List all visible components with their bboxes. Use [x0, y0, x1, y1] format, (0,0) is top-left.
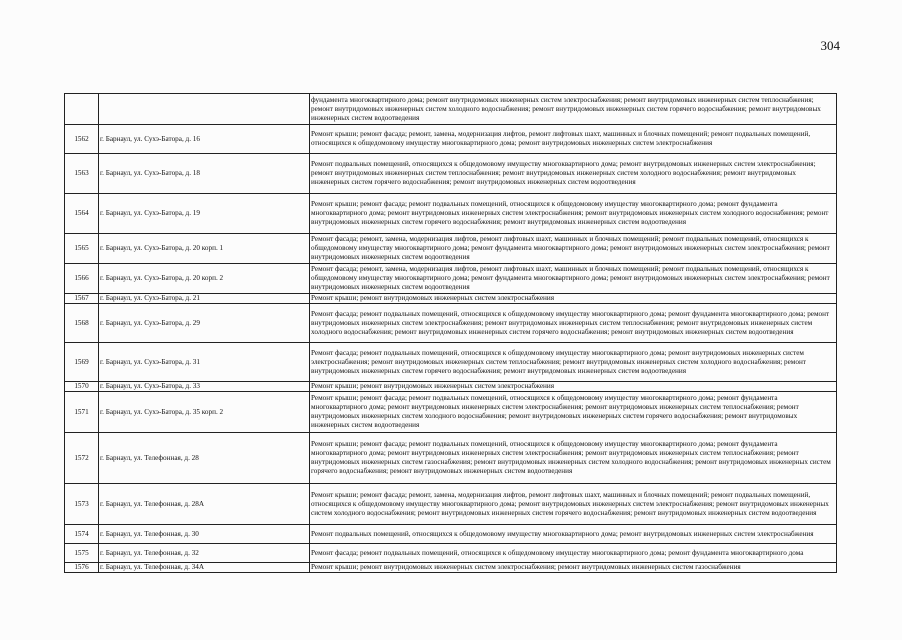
table-row	[65, 563, 837, 573]
row-number: 1570	[65, 382, 99, 392]
row-number: 1571	[65, 392, 99, 433]
row-number: 1567	[65, 294, 99, 304]
table-row	[65, 343, 837, 382]
row-number: 1576	[65, 563, 99, 573]
address-cell: г. Барнаул, ул. Сухэ-Батора, д. 20 корп. 2	[99, 264, 310, 294]
row-number: 1572	[65, 433, 99, 484]
table-row	[65, 525, 837, 544]
works-cell: Ремонт крыши; ремонт фасада; ремонт, замена, модернизация лифтов, ремонт лифтовых шахт, машинных и блочных помещений; ремонт подвальных помещений, относящихся к общедомовому имуществу многоквартирного дома; ремонт внутридомовых инженерных систем электроснабжения; ремонт внутридомовых инженерных систем холодного водоснабжения; ремонт внутридомовых инженерных систем горячего водоснабжения; ремонт внутридомовых инженерных систем водоотведения	[310, 484, 837, 525]
table-row	[65, 304, 837, 343]
works-cell: Ремонт крыши; ремонт фасада; ремонт, замена, модернизация лифтов, ремонт лифтовых шахт, машинных и блочных помещений; ремонт подвальных помещений, относящихся к общедомовому имуществу многоквартирного дома; ремонт внутридомовых инженерных систем электроснабжения	[310, 125, 837, 154]
address-cell: г. Барнаул, ул. Сухэ-Батора, д. 19	[99, 194, 310, 234]
address-cell: г. Барнаул, ул. Сухэ-Батора, д. 18	[99, 154, 310, 194]
row-number: 1564	[65, 194, 99, 234]
repair-works-table	[64, 93, 837, 573]
address-cell: г. Барнаул, ул. Телефонная, д. 34А	[99, 563, 310, 573]
row-number: 1569	[65, 343, 99, 382]
table-row	[65, 234, 837, 264]
address-cell: г. Барнаул, ул. Телефонная, д. 28А	[99, 484, 310, 525]
address-cell: г. Барнаул, ул. Сухэ-Батора, д. 29	[99, 304, 310, 343]
works-cell: Ремонт подвальных помещений, относящихся к общедомовому имуществу многоквартирного дома; ремонт внутридомовых инженерных систем электроснабжения	[310, 525, 837, 544]
address-cell: г. Барнаул, ул. Телефонная, д. 28	[99, 433, 310, 484]
works-cell: Ремонт крыши; ремонт внутридомовых инженерных систем электроснабжения	[310, 294, 837, 304]
works-cell: Ремонт фасада; ремонт, замена, модернизация лифтов, ремонт лифтовых шахт, машинных и блочных помещений; ремонт подвальных помещений, относящихся к общедомовому имуществу многоквартирного дома; ремонт фундамента многоквартирного дома; ремонт внутридомовых инженерных систем электроснабжения; ремонт внутридомовых инженерных систем водоотведения	[310, 234, 837, 264]
row-number: 1566	[65, 264, 99, 294]
works-cell: Ремонт крыши; ремонт фасада; ремонт подвальных помещений, относящихся к общедомовому имуществу многоквартирного дома; ремонт фундамента многоквартирного дома; ремонт внутридомовых инженерных систем электроснабжения; ремонт внутридомовых инженерных систем теплоснабжения; ремонт внутридомовых инженерных систем холодного водоснабжения; ремонт внутридомовых инженерных систем горячего водоснабжения; ремонт внутридомовых инженерных систем водоотведения	[310, 392, 837, 433]
table-row	[65, 392, 837, 433]
address-cell: г. Барнаул, ул. Сухэ-Батора, д. 35 корп. 2	[99, 392, 310, 433]
address-cell: г. Барнаул, ул. Сухэ-Батора, д. 31	[99, 343, 310, 382]
works-cell: Ремонт фасада; ремонт подвальных помещений, относящихся к общедомовому имуществу многоквартирного дома; ремонт фундамента многоквартирного дома	[310, 544, 837, 563]
works-cell: Ремонт подвальных помещений, относящихся к общедомовому имуществу многоквартирного дома; ремонт внутридомовых инженерных систем электроснабжения; ремонт внутридомовых инженерных систем теплоснабжения; ремонт внутридомовых инженерных систем холодного водоснабжения; ремонт внутридомовых инженерных систем горячего водоснабжения; ремонт внутридомовых инженерных систем водоотведения	[310, 154, 837, 194]
table-row	[65, 382, 837, 392]
address-cell: г. Барнаул, ул. Сухэ-Батора, д. 20 корп. 1	[99, 234, 310, 264]
works-cell: Ремонт фасада; ремонт, замена, модернизация лифтов, ремонт лифтовых шахт, машинных и блочных помещений; ремонт подвальных помещений, относящихся к общедомовому имуществу многоквартирного дома; ремонт фундамента многоквартирного дома; ремонт внутридомовых инженерных систем электроснабжения; ремонт внутридомовых инженерных систем водоотведения	[310, 264, 837, 294]
table-row	[65, 294, 837, 304]
address-cell: г. Барнаул, ул. Телефонная, д. 30	[99, 525, 310, 544]
page-number: 304	[820, 38, 840, 53]
address-cell	[99, 94, 310, 125]
table-row	[65, 154, 837, 194]
works-cell: Ремонт крыши; ремонт внутридомовых инженерных систем электроснабжения	[310, 382, 837, 392]
works-cell: Ремонт фасада; ремонт подвальных помещений, относящихся к общедомовому имуществу многоквартирного дома; ремонт внутридомовых инженерных систем электроснабжения; ремонт внутридомовых инженерных систем теплоснабжения; ремонт внутридомовых инженерных систем холодного водоснабжения; ремонт внутридомовых инженерных систем горячего водоснабжения; ремонт внутридомовых инженерных систем водоотведения	[310, 343, 837, 382]
address-cell: г. Барнаул, ул. Телефонная, д. 32	[99, 544, 310, 563]
table-row	[65, 264, 837, 294]
row-number: 1573	[65, 484, 99, 525]
works-cell: Ремонт фасада; ремонт подвальных помещений, относящихся к общедомовому имуществу многоквартирного дома; ремонт фундамента многоквартирного дома; ремонт внутридомовых инженерных систем электроснабжения; ремонт внутридомовых инженерных систем теплоснабжения; ремонт внутридомовых инженерных систем холодного водоснабжения; ремонт внутридомовых инженерных систем горячего водоснабжения; ремонт внутридомовых инженерных систем водоотведения	[310, 304, 837, 343]
address-cell: г. Барнаул, ул. Сухэ-Батора, д. 33	[99, 382, 310, 392]
row-number: 1563	[65, 154, 99, 194]
row-number	[65, 94, 99, 125]
address-cell: г. Барнаул, ул. Сухэ-Батора, д. 16	[99, 125, 310, 154]
table-row	[65, 433, 837, 484]
row-number: 1568	[65, 304, 99, 343]
row-number: 1575	[65, 544, 99, 563]
works-cell: Ремонт крыши; ремонт внутридомовых инженерных систем электроснабжения; ремонт внутридомовых инженерных систем газоснабжения	[310, 563, 837, 573]
table-row	[65, 194, 837, 234]
table-row	[65, 125, 837, 154]
row-number: 1574	[65, 525, 99, 544]
works-cell: Ремонт крыши; ремонт фасада; ремонт подвальных помещений, относящихся к общедомовому имуществу многоквартирного дома; ремонт фундамента многоквартирного дома; ремонт внутридомовых инженерных систем электроснабжения; ремонт внутридомовых инженерных систем теплоснабжения; ремонт внутридомовых инженерных систем газоснабжения; ремонт внутридомовых инженерных систем холодного водоснабжения; ремонт внутридомовых инженерных систем горячего водоснабжения; ремонт внутридомовых инженерных систем водоотведения	[310, 433, 837, 484]
address-cell: г. Барнаул, ул. Сухэ-Батора, д. 21	[99, 294, 310, 304]
row-number: 1565	[65, 234, 99, 264]
works-cell: Ремонт крыши; ремонт фасада; ремонт подвальных помещений, относящихся к общедомовому имуществу многоквартирного дома; ремонт фундамента многоквартирного дома; ремонт внутридомовых инженерных систем электроснабжения; ремонт внутридомовых инженерных систем холодного водоснабжения; ремонт внутридомовых инженерных систем горячего водоснабжения; ремонт внутридомовых инженерных систем водоотведения	[310, 194, 837, 234]
works-cell: фундамента многоквартирного дома; ремонт внутридомовых инженерных систем электроснабжения; ремонт внутридомовых инженерных систем теплоснабжения; ремонт внутридомовых инженерных систем холодного водоснабжения; ремонт внутридомовых инженерных систем горячего водоснабжения; ремонт внутридомовых инженерных систем водоотведения	[310, 94, 837, 125]
row-number: 1562	[65, 125, 99, 154]
table-row	[65, 94, 837, 125]
table-row	[65, 544, 837, 563]
table-row	[65, 484, 837, 525]
